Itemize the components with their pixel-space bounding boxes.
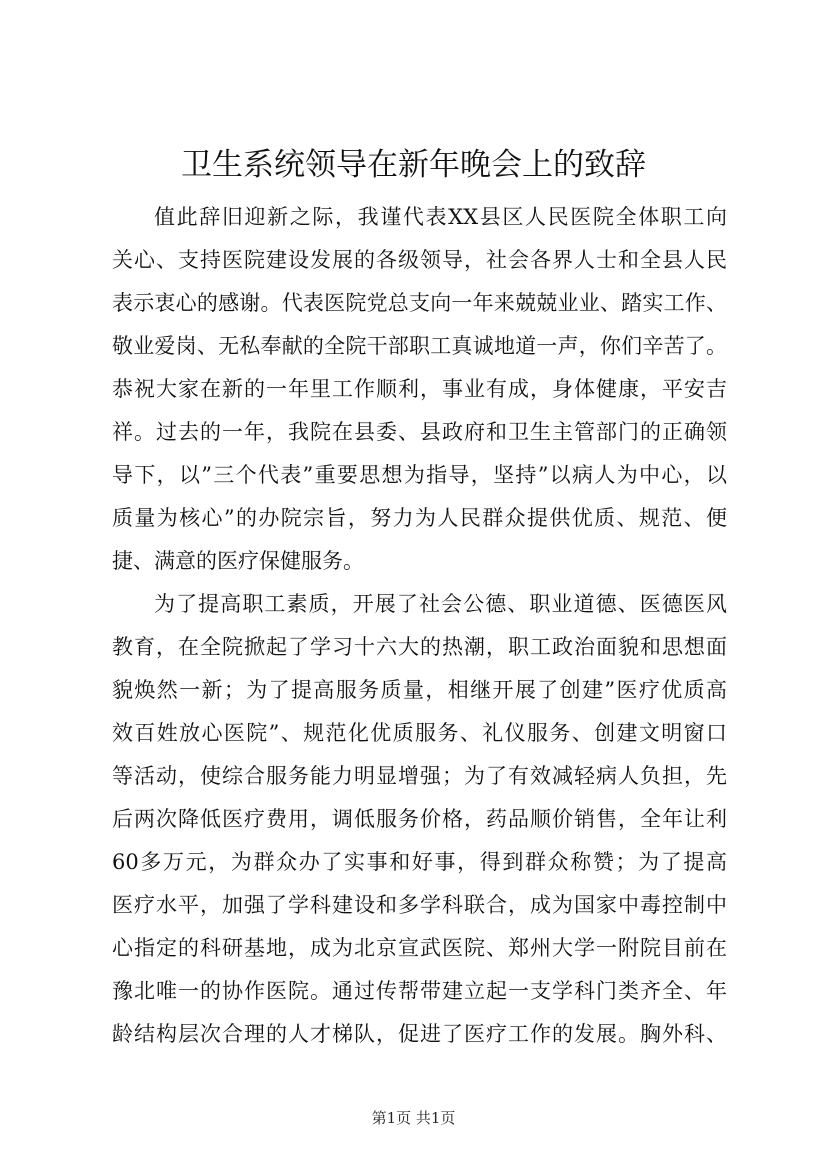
paragraph-line: 龄结构层次合理的人才梯队，促进了医疗工作的发展。胸外科、 [112,1022,727,1046]
paragraph-line: 恭祝大家在新的一年里工作顺利，事业有成，身体健康，平安吉 [112,377,727,401]
document-body [112,196,727,1056]
paragraph-line: 质量为核心”的办院宗旨，努力为人民群众提供优质、规范、便 [112,506,727,530]
paragraph-line: 豫北唯一的协作医院。通过传帮带建立起一支学科门类齐全、年 [112,979,727,1003]
paragraph-line: 为了提高职工素质，开展了社会公德、职业道德、医德医风 [154,592,727,616]
paragraph-line: 关心、支持医院建设发展的各级领导，社会各界人士和全县人民 [112,248,727,272]
page-footer: 第1页 共1页 [371,1109,456,1127]
paragraph-line: 医疗水平，加强了学科建设和多学科联合，成为国家中毒控制中 [112,893,727,917]
paragraph-line: 教育，在全院掀起了学习十六大的热潮，职工政治面貌和思想面 [112,635,727,659]
paragraph-line: 等活动，使综合服务能力明显增强；为了有效减轻病人负担，先 [112,764,727,788]
paragraph-line: 效百姓放心医院”、规范化优质服务、礼仪服务、创建文明窗口 [112,721,727,745]
paragraph-line: 后两次降低医疗费用，调低服务价格，药品顺价销售，全年让利 [112,807,727,831]
document-title: 卫生系统领导在新年晚会上的致辞 [181,147,646,183]
paragraph-line: 表示衷心的感谢。代表医院党总支向一年来兢兢业业、踏实工作、 [112,291,727,315]
paragraph-line: 值此辞旧迎新之际，我谨代表XX县区人民医院全体职工向 [154,205,727,229]
paragraph-line: 貌焕然一新；为了提高服务质量，相继开展了创建”医疗优质高 [112,678,727,702]
paragraph-line: 心指定的科研基地，成为北京宣武医院、郑州大学一附院目前在 [112,936,727,960]
paragraph-line: 60多万元，为群众办了实事和好事，得到群众称赞；为了提高 [112,850,727,874]
paragraph-line: 导下，以”三个代表”重要思想为指导，坚持”以病人为中心，以 [112,463,727,487]
paragraph-line: 捷、满意的医疗保健服务。 [112,549,364,573]
paragraph-line: 敬业爱岗、无私奉献的全院干部职工真诚地道一声，你们辛苦了。 [112,334,727,358]
paragraph-line: 祥。过去的一年，我院在县委、县政府和卫生主管部门的正确领 [112,420,727,444]
